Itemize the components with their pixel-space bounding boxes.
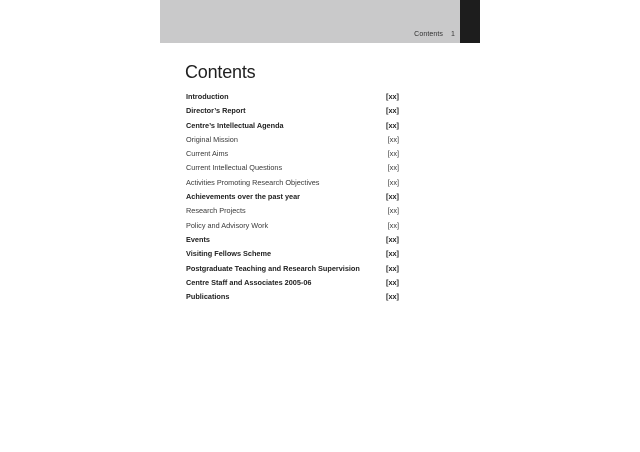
header-tab bbox=[460, 0, 480, 43]
toc-entry-label: Centre Staff and Associates 2005-06 bbox=[186, 277, 312, 287]
toc-entry-page: [xx] bbox=[386, 277, 399, 287]
table-of-contents bbox=[186, 92, 399, 306]
toc-entry[interactable] bbox=[186, 249, 399, 263]
toc-entry-page: [xx] bbox=[386, 120, 399, 130]
toc-entry[interactable] bbox=[186, 292, 399, 306]
toc-entry-page: [xx] bbox=[386, 92, 399, 101]
toc-entry-label: Original Mission bbox=[186, 134, 238, 144]
toc-entry[interactable] bbox=[186, 192, 399, 206]
toc-entry[interactable] bbox=[186, 149, 399, 163]
toc-entry-label: Current Intellectual Questions bbox=[186, 163, 283, 173]
toc-entry[interactable] bbox=[186, 206, 399, 220]
toc-entry-page: [xx] bbox=[386, 263, 399, 273]
toc-entry-page: [xx] bbox=[387, 163, 399, 173]
toc-entry-page: [xx] bbox=[386, 106, 399, 116]
toc-entry-page: [xx] bbox=[387, 177, 399, 187]
toc-entry-label: Policy and Advisory Work bbox=[186, 220, 269, 230]
toc-entry[interactable] bbox=[186, 121, 399, 135]
toc-entry[interactable] bbox=[186, 163, 399, 177]
toc-entry[interactable] bbox=[186, 235, 399, 249]
toc-entry-page: [xx] bbox=[386, 249, 399, 259]
page-title: Contents bbox=[185, 62, 256, 82]
toc-entry-label: Visiting Fellows Scheme bbox=[186, 249, 272, 259]
toc-entry-label: Achievements over the past year bbox=[186, 192, 300, 202]
toc-entry-page: [xx] bbox=[386, 292, 399, 302]
toc-entry-label: Postgraduate Teaching and Research Supervision bbox=[186, 263, 360, 273]
toc-entry[interactable] bbox=[186, 106, 399, 120]
toc-entry[interactable] bbox=[186, 221, 399, 235]
toc-entry-label: Director’s Report bbox=[186, 106, 246, 116]
toc-entry-page: [xx] bbox=[386, 234, 399, 244]
toc-entry[interactable] bbox=[186, 92, 399, 106]
running-title: Contents bbox=[414, 31, 443, 38]
page-number: 1 bbox=[451, 31, 455, 38]
toc-entry[interactable] bbox=[186, 264, 399, 278]
toc-entry-label: Introduction bbox=[186, 92, 229, 101]
toc-entry-label: Current Aims bbox=[186, 149, 229, 159]
toc-entry-page: [xx] bbox=[387, 206, 399, 216]
toc-entry-label: Research Projects bbox=[186, 206, 246, 216]
toc-entry-label: Publications bbox=[186, 292, 230, 302]
toc-entry-label: Centre’s Intellectual Agenda bbox=[186, 120, 284, 130]
running-head bbox=[414, 31, 455, 38]
toc-entry-label: Activities Promoting Research Objectives bbox=[186, 177, 320, 187]
toc-entry[interactable] bbox=[186, 135, 399, 149]
toc-entry-page: [xx] bbox=[386, 192, 399, 202]
toc-entry-page: [xx] bbox=[387, 220, 399, 230]
toc-entry-page: [xx] bbox=[387, 134, 399, 144]
toc-entry[interactable] bbox=[186, 178, 399, 192]
toc-entry-page: [xx] bbox=[387, 149, 399, 159]
toc-entry[interactable] bbox=[186, 278, 399, 292]
toc-entry-label: Events bbox=[186, 234, 210, 244]
